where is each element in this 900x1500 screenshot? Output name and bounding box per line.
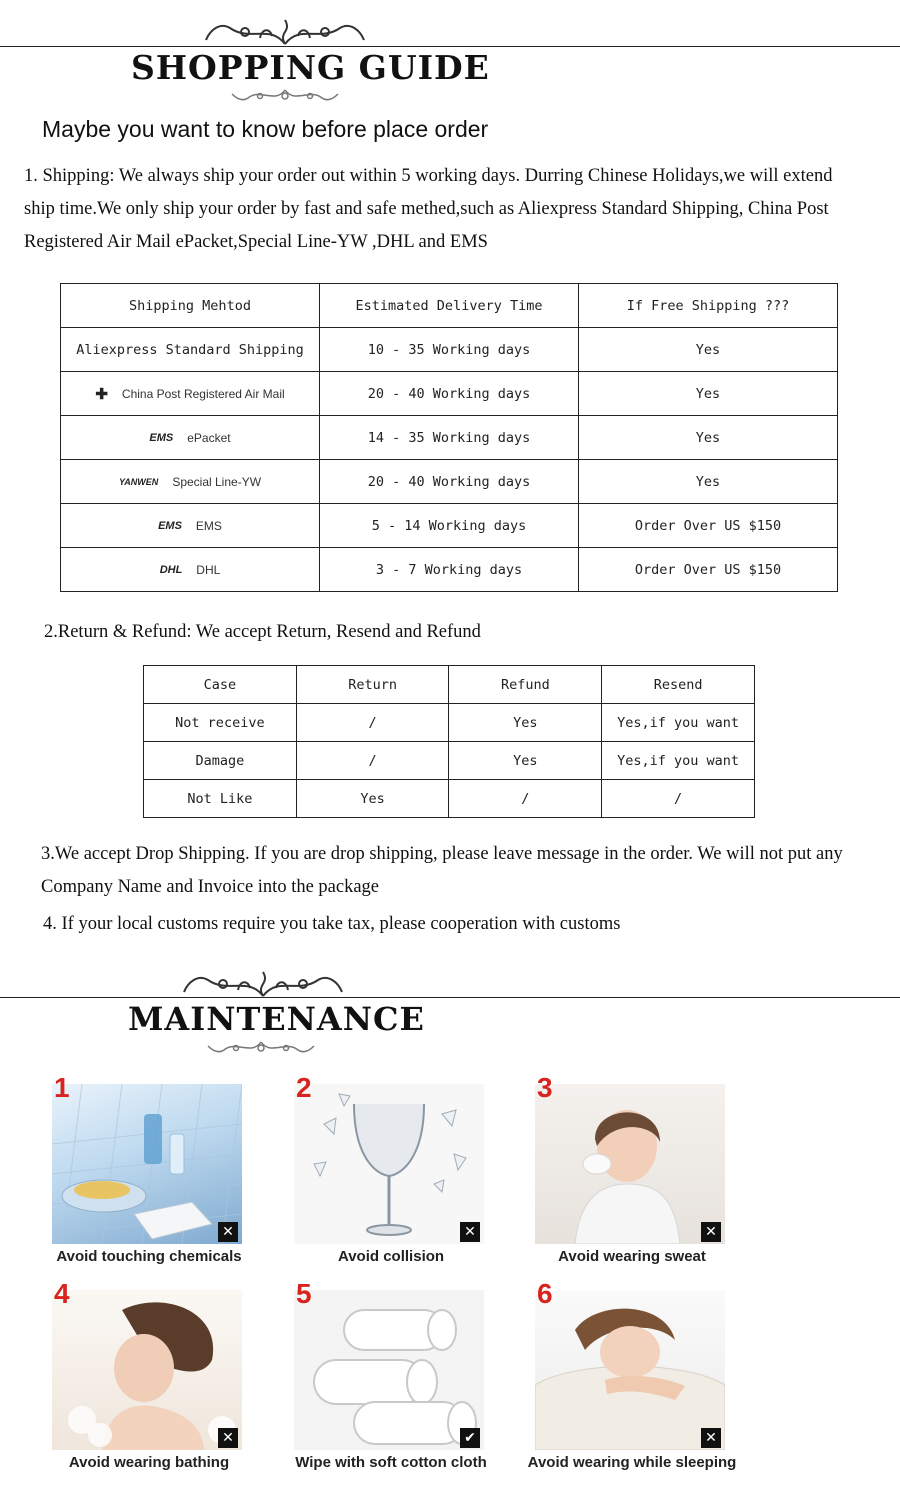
dhl-logo-icon: DHL: [159, 563, 183, 576]
shipping-paragraph: 1. Shipping: We always ship your order out within 5 working days. Durring Chinese Holidays,we will extend ship time.We only ship your order by fast and safe methed,such as Aliexpress Standard Shipping, China Post Registered Air Mail ePacket,Special Line-YW ,DHL and EMS: [24, 166, 833, 252]
card-caption: Avoid collision: [337, 1248, 445, 1265]
table-cell: Yes: [296, 780, 449, 818]
chemicals-illustration-icon: [52, 1084, 242, 1244]
free-shipping-cell: Yes: [579, 328, 838, 372]
method-name: Special Line-YW: [172, 474, 262, 489]
sleeping-image: [535, 1290, 725, 1450]
table-row: [61, 372, 838, 416]
free-shipping-cell: Yes: [579, 416, 838, 460]
ems-logo-icon: EMS: [149, 431, 174, 444]
delivery-time-cell: 20 - 40 Working days: [320, 372, 579, 416]
table-cell: /: [296, 742, 449, 780]
card-number: 4: [54, 1278, 70, 1309]
table-row: [61, 504, 838, 548]
check-mark-icon: ✔: [460, 1428, 480, 1448]
sweat-image: [535, 1084, 725, 1244]
free-shipping-cell: Order Over US $150: [579, 548, 838, 592]
cotton-cloth-image: [294, 1290, 484, 1450]
delivery-time-cell: 3 - 7 Working days: [320, 548, 579, 592]
yanwen-logo-icon: YANWEN: [118, 476, 159, 487]
table-header-cell: Refund: [449, 666, 602, 704]
table-row: [144, 742, 755, 780]
table-cell: Yes,if you want: [602, 704, 755, 742]
table-header-cell: Resend: [602, 666, 755, 704]
customs-paragraph: 4. If your local customs require you take tax, please cooperation with customs: [43, 914, 621, 934]
x-mark-icon: ✕: [218, 1428, 238, 1448]
china-post-logo-icon: ✚: [95, 385, 108, 403]
towels-illustration-icon: [294, 1290, 484, 1450]
method-name: EMS: [195, 518, 222, 533]
card-number: 1: [54, 1072, 70, 1103]
free-shipping-cell: Yes: [579, 372, 838, 416]
ornament-top-icon: [200, 14, 370, 48]
delivery-time-cell: 5 - 14 Working days: [320, 504, 579, 548]
table-cell: Damage: [144, 742, 297, 780]
table-row: [61, 548, 838, 592]
table-row: [61, 328, 838, 372]
method-name: DHL: [196, 562, 221, 577]
collision-image: [294, 1084, 484, 1244]
ornament-top-icon: [178, 966, 348, 1000]
woman-sweating-illustration-icon: [535, 1084, 725, 1244]
shipping-method-cell: [61, 372, 320, 416]
top-divider: [0, 46, 900, 47]
ornament-bottom-icon: [206, 1038, 316, 1058]
x-mark-icon: ✕: [701, 1428, 721, 1448]
table-header-cell: Estimated Delivery Time: [320, 284, 579, 328]
table-cell: Yes: [449, 742, 602, 780]
x-mark-icon: ✕: [460, 1222, 480, 1242]
maintenance-divider: [0, 997, 900, 998]
return-paragraph: 2.Return & Refund: We accept Return, Resend and Refund: [44, 622, 481, 642]
shipping-method-cell: [61, 328, 320, 372]
table-header-row: [144, 666, 755, 704]
table-row: [61, 460, 838, 504]
table-cell: /: [449, 780, 602, 818]
table-header-row: [61, 284, 838, 328]
table-row: [61, 416, 838, 460]
table-cell: /: [296, 704, 449, 742]
card-number: 5: [296, 1278, 312, 1309]
method-name: ePacket: [187, 430, 231, 445]
card-caption: Avoid touching chemicals: [56, 1248, 242, 1265]
delivery-time-cell: 20 - 40 Working days: [320, 460, 579, 504]
table-row: [144, 780, 755, 818]
shipping-table: [60, 283, 838, 592]
table-header-cell: If Free Shipping ???: [579, 284, 838, 328]
table-cell: Not Like: [144, 780, 297, 818]
card-caption: Avoid wearing while sleeping: [527, 1454, 737, 1471]
x-mark-icon: ✕: [701, 1222, 721, 1242]
shipping-method-cell: [61, 504, 320, 548]
table-header-cell: Shipping Mehtod: [61, 284, 320, 328]
broken-glass-illustration-icon: [294, 1084, 484, 1244]
delivery-time-cell: 14 - 35 Working days: [320, 416, 579, 460]
table-header-cell: Case: [144, 666, 297, 704]
page-subtitle: Maybe you want to know before place order: [42, 116, 489, 142]
bathing-image: [52, 1290, 242, 1450]
table-cell: Not receive: [144, 704, 297, 742]
card-number: 3: [537, 1072, 553, 1103]
woman-bathing-illustration-icon: [52, 1290, 242, 1450]
free-shipping-cell: Yes: [579, 460, 838, 504]
drop-shipping-paragraph: 3.We accept Drop Shipping. If you are drop shipping, please leave message in the order. We will not put any Company Name and Invoice into the package: [41, 844, 843, 897]
card-caption: Avoid wearing bathing: [68, 1454, 230, 1471]
card-number: 6: [537, 1278, 553, 1309]
table-cell: Yes,if you want: [602, 742, 755, 780]
ems-logo-icon: EMS: [158, 519, 182, 532]
chemicals-image: [52, 1084, 242, 1244]
shipping-method-cell: [61, 460, 320, 504]
free-shipping-cell: Order Over US $150: [579, 504, 838, 548]
table-row: [144, 704, 755, 742]
table-header-cell: Return: [296, 666, 449, 704]
woman-sleeping-illustration-icon: [535, 1290, 725, 1450]
delivery-time-cell: 10 - 35 Working days: [320, 328, 579, 372]
method-name: China Post Registered Air Mail: [121, 386, 285, 401]
card-caption: Avoid wearing sweat: [558, 1248, 706, 1265]
ornament-bottom-icon: [230, 86, 340, 106]
page-title: SHOPPING GUIDE: [131, 48, 490, 87]
x-mark-icon: ✕: [218, 1222, 238, 1242]
maintenance-title: MAINTENANCE: [128, 1000, 425, 1038]
table-cell: Yes: [449, 704, 602, 742]
method-name: Aliexpress Standard Shipping: [76, 341, 304, 358]
return-table: [143, 665, 755, 818]
table-cell: /: [602, 780, 755, 818]
card-caption: Wipe with soft cotton cloth: [295, 1454, 487, 1471]
card-number: 2: [296, 1072, 312, 1103]
shipping-method-cell: [61, 548, 320, 592]
shipping-method-cell: [61, 416, 320, 460]
